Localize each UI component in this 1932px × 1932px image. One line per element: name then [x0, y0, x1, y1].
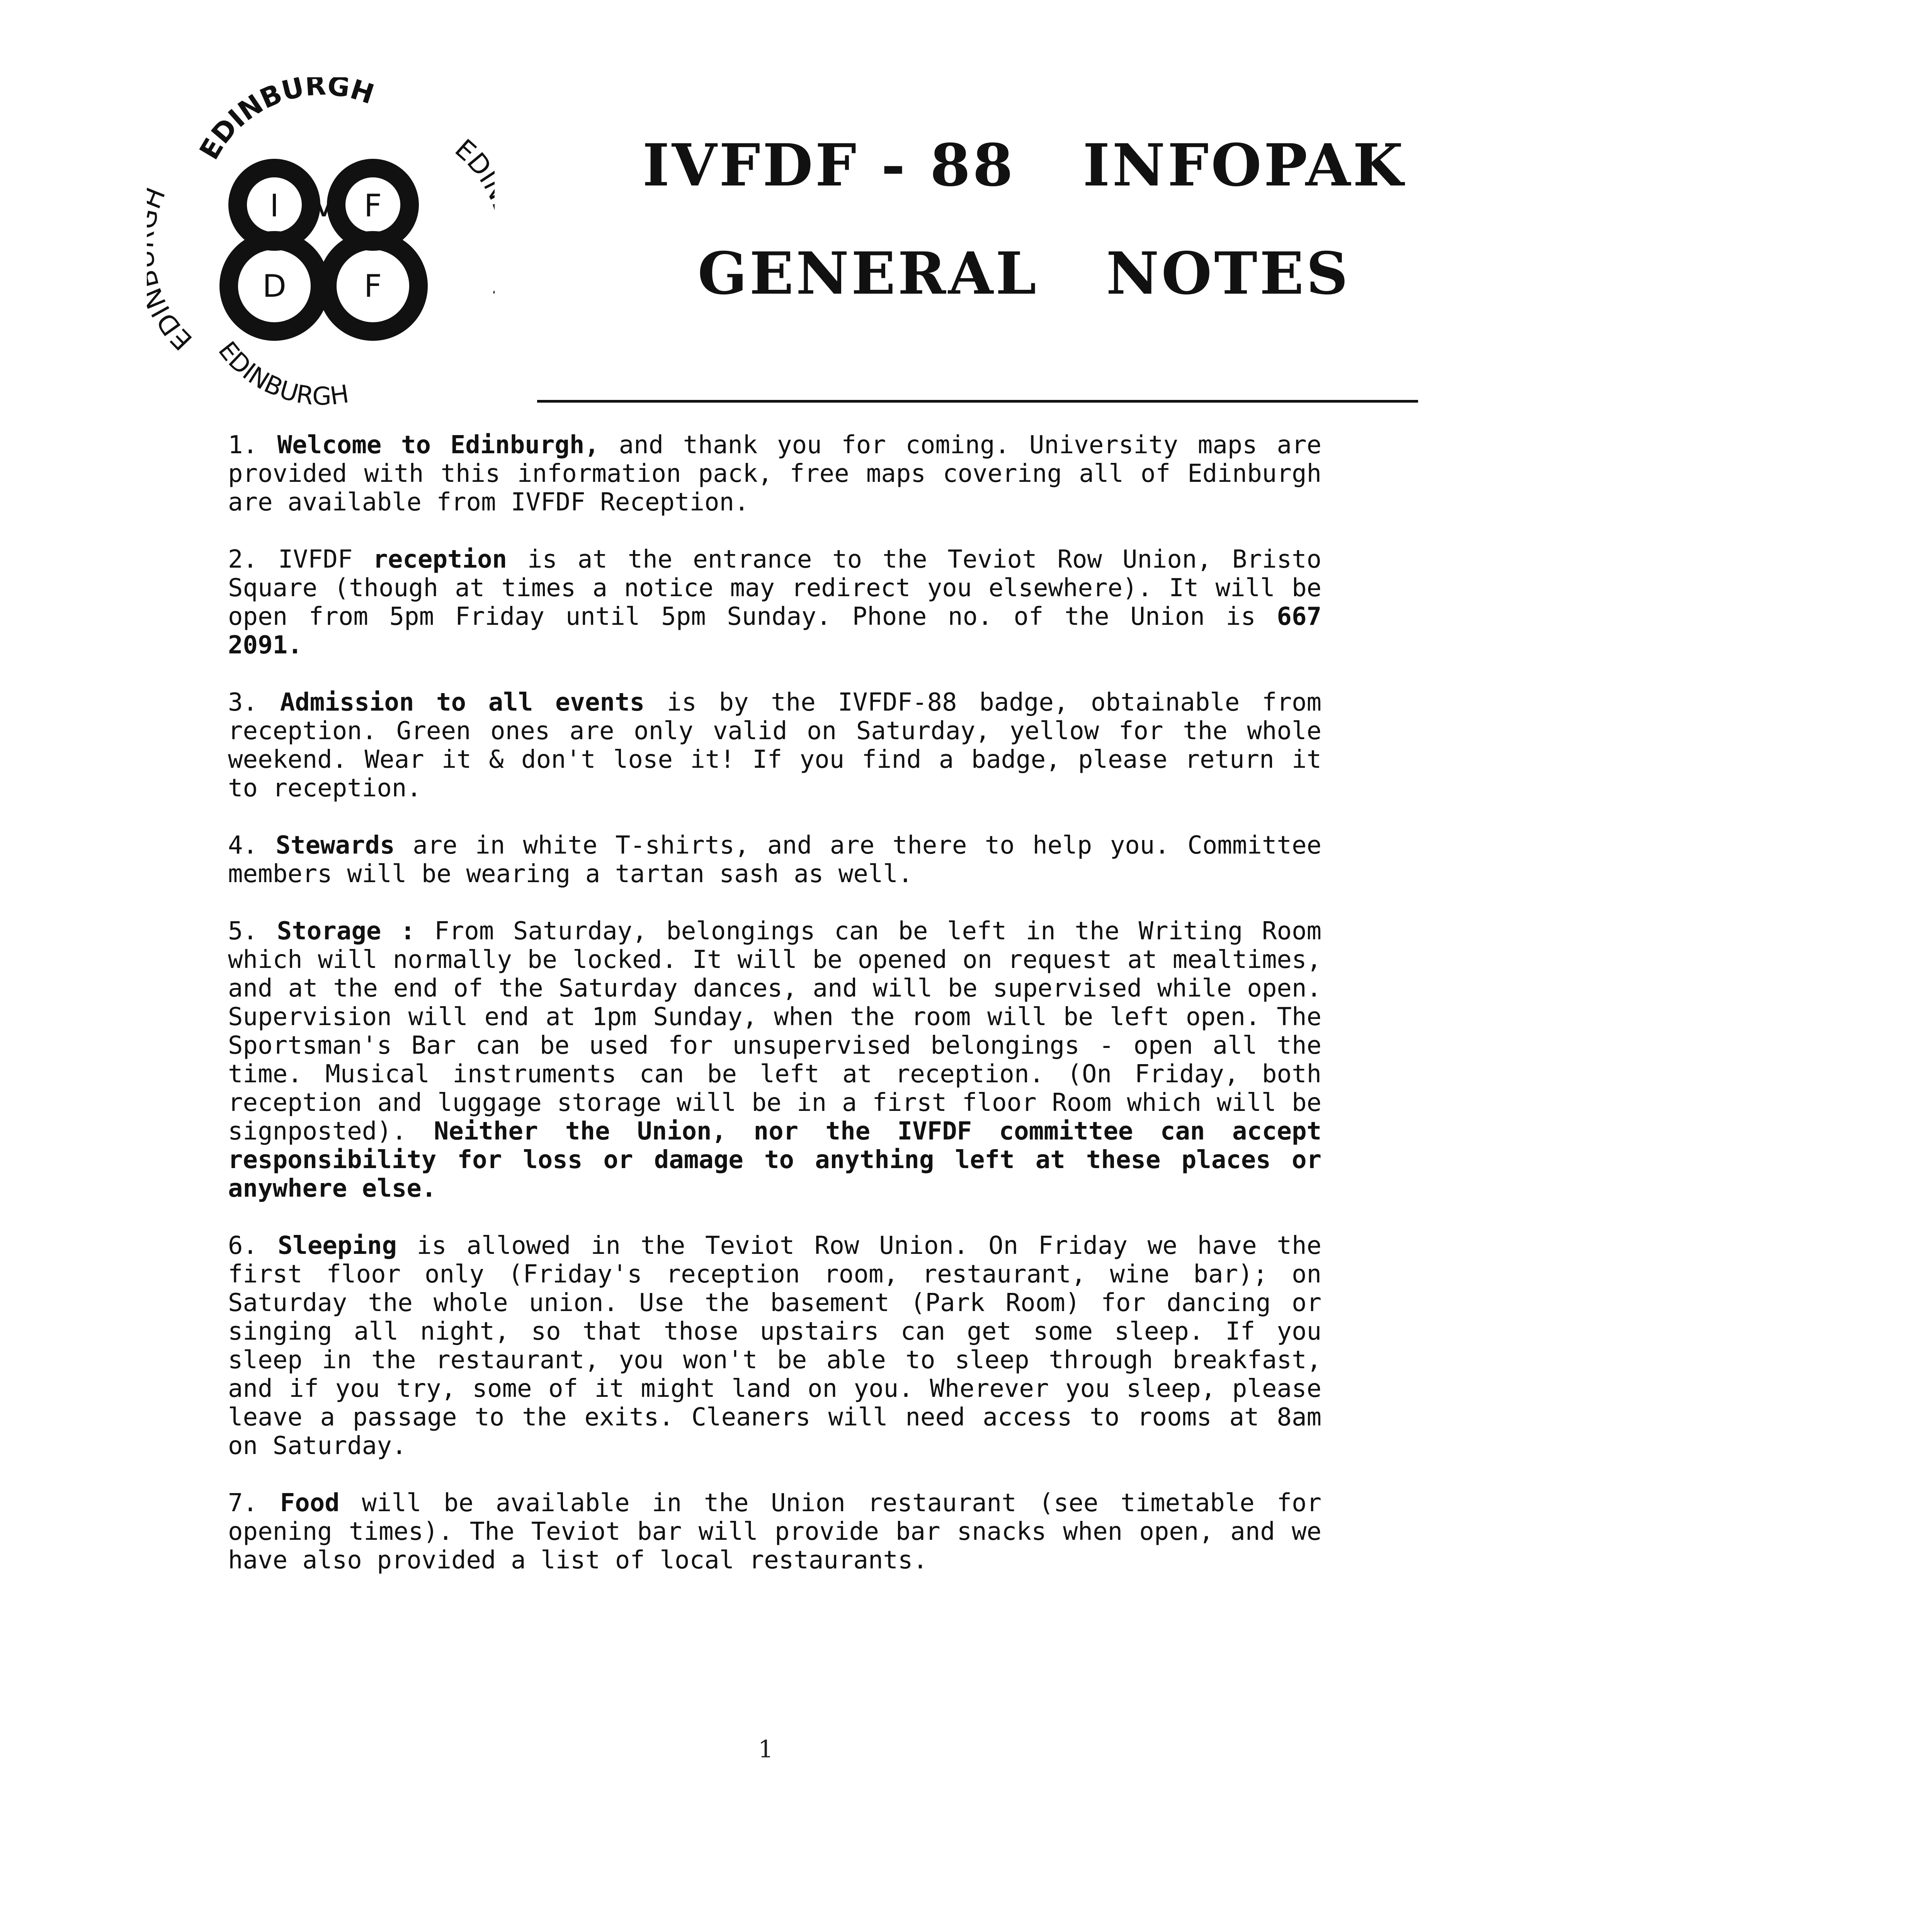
logo-arc-left: EDI	[147, 300, 199, 356]
note-text: From Saturday, belongings can be left in the Writing Room which will normally be locked. It will be opened on request at mealtimes, and at the end of the Saturday dances, and will be supervised while open. Supervision will end at 1pm Sunday, when the room will be left open. The Sportsman's Bar can be used for unsupervised belongings - open all the time. Musical instruments can be left at reception. (On Friday, both reception and luggage storage will be in a first floor Room which will be signposted).	[228, 917, 1322, 1146]
note-5	[228, 917, 1321, 1203]
title-divider	[537, 400, 1418, 403]
logo-arc-bottom: EDINBURGH	[213, 336, 351, 410]
logo-letter-v: V	[313, 188, 335, 224]
logo-graphic	[147, 77, 495, 410]
note-heading: Admission to all events	[280, 688, 645, 717]
note-number: 2. IVFDF	[228, 545, 353, 574]
note-1	[228, 431, 1321, 517]
note-number: 1.	[228, 431, 258, 459]
right-page	[1349, 0, 1932, 1932]
page-number-left: 1	[758, 1735, 774, 1763]
note-heading: Food	[280, 1489, 340, 1517]
document-title: IVFDF - 88 INFOPAK	[642, 131, 1406, 199]
note-text: and thank you for coming. University maps are provided with this information pack, free maps covering all of Edinburgh are available from IVFDF Reception.	[228, 431, 1322, 517]
logo-arc-right: ED	[449, 133, 495, 182]
ivfdf-88-logo	[147, 77, 495, 410]
union-phone-number: 667 2091.	[228, 602, 1322, 660]
logo-arc-top: EDINBURGH	[193, 77, 378, 165]
note-6	[228, 1231, 1321, 1460]
note-number: 6.	[228, 1231, 258, 1260]
logo-letter-d: D	[262, 268, 286, 304]
note-text: is by the IVFDF-88 badge, obtainable from reception. Green ones are only valid on Saturday, yellow for the whole weekend. Wear it & don't lose it! If you find a badge, please return it to reception.	[228, 688, 1322, 803]
document-subtitle: GENERAL NOTES	[697, 240, 1350, 308]
note-2	[228, 545, 1321, 660]
logo-letter-f2: F	[364, 268, 382, 304]
note-7	[228, 1489, 1321, 1575]
note-text: is at the entrance to the Teviot Row Union, Bristo Square (though at times a notice may redirect you elsewhere). It will be open from 5pm Friday until 5pm Sunday. Phone no. of the Union is	[228, 545, 1322, 631]
note-number: 4.	[228, 831, 258, 860]
note-number: 3.	[228, 688, 258, 717]
note-heading: Welcome to Edinburgh,	[277, 431, 599, 459]
liability-disclaimer: Neither the Union, nor the IVFDF committee can accept responsibility for loss or damage to anything left at these places or anywhere else.	[228, 1117, 1322, 1203]
note-heading: reception	[373, 545, 507, 574]
left-column	[228, 431, 1321, 1603]
note-heading: Sleeping	[277, 1231, 397, 1260]
note-number: 7.	[228, 1489, 258, 1517]
note-text: is allowed in the Teviot Row Union. On Friday we have the first floor only (Friday's reception room, restaurant, wine bar); on Saturday the whole union. Use the basement (Park Room) for dancing or singing all night, so that those upstairs can get some sleep. If you sleep in the restaurant, you won't be able to sleep through breakfast, and if you try, some of it might land on you. Wherever you sleep, please leave a passage to the exits. Cleaners will need access to rooms at 8am on Saturday.	[228, 1231, 1322, 1460]
note-text: will be available in the Union restaurant (see timetable for opening times). The Teviot bar will provide bar snacks when open, and we have also provided a list of local restaurants.	[228, 1489, 1322, 1575]
logo-letter-i: I	[270, 188, 279, 224]
note-heading: Stewards	[276, 831, 395, 860]
note-4	[228, 831, 1321, 888]
note-3	[228, 688, 1321, 803]
logo-letter-f: F	[364, 188, 382, 224]
note-number: 5.	[228, 917, 258, 946]
note-heading: Storage :	[277, 917, 415, 946]
note-text: are in white T-shirts, and are there to help you. Committee members will be wearing a tartan sash as well.	[228, 831, 1322, 888]
